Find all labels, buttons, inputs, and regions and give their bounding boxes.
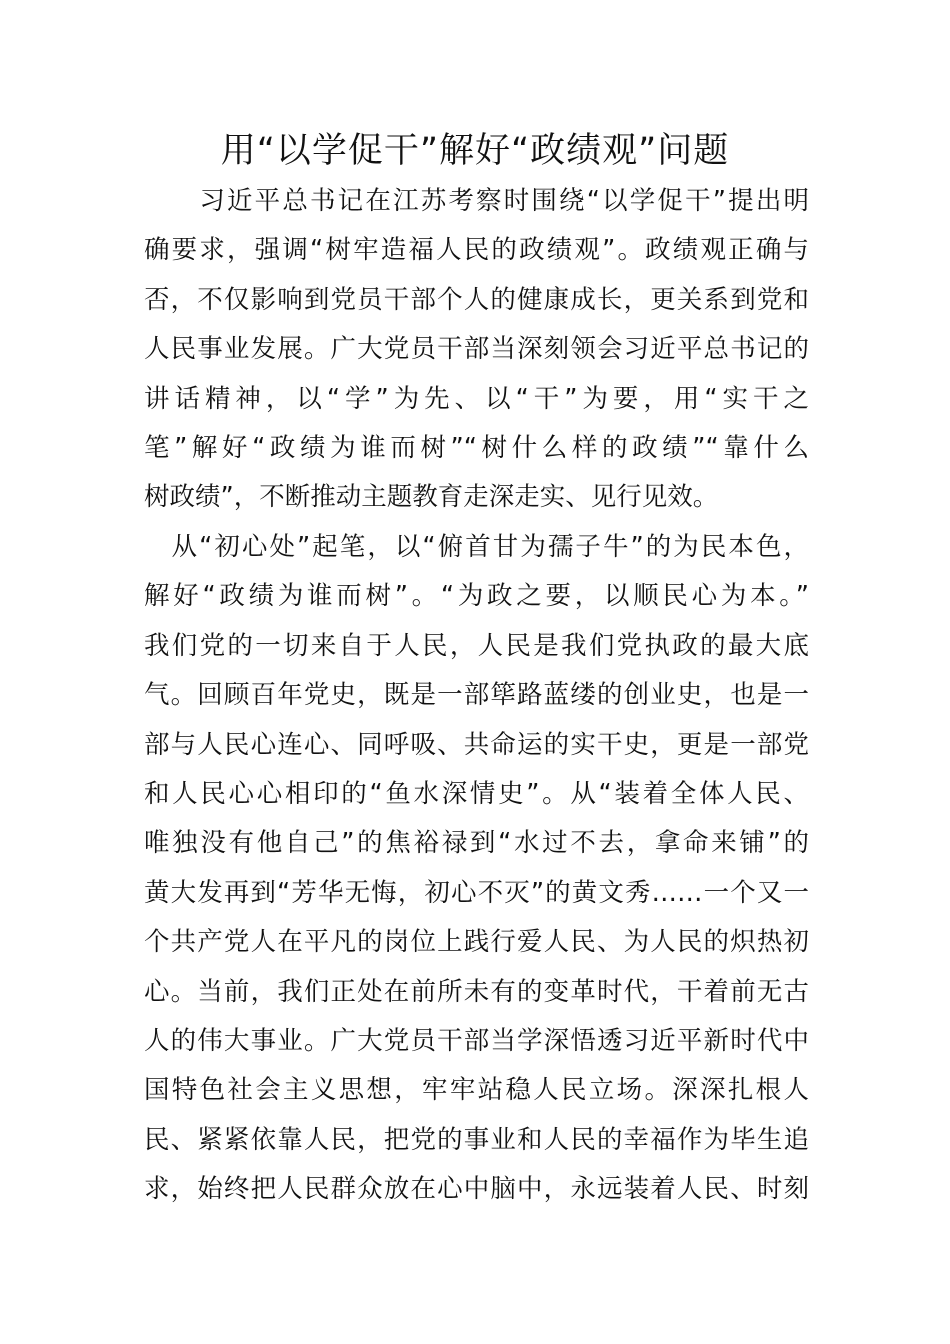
text-line: 唯独没有他自己”的焦裕禄到“水过不去，拿命来铺”的 xyxy=(144,828,809,859)
text-line: 求，始终把人民群众放在心中脑中，永远装着人民、时刻 xyxy=(144,1174,809,1205)
document-title: 用“以学促干”解好“政绩观”问题 xyxy=(220,131,730,171)
text-line: 从“初心处”起笔，以“俯首甘为孺子牛”的为民本色， xyxy=(144,532,809,562)
paragraph-1 xyxy=(144,177,809,523)
text-line: 人的伟大事业。广大党员干部当学深悟透习近平新时代中 xyxy=(144,1026,809,1057)
text-line: 讲话精神，以“学”为先、以“干”为要，用“实干之 xyxy=(144,383,809,414)
text-line: 和人民心心相印的“鱼水深情史”。从“装着全体人民、 xyxy=(144,779,809,810)
paragraph-2 xyxy=(144,523,809,1215)
text-line: 我们党的一切来自于人民，人民是我们党执政的最大底 xyxy=(144,630,809,661)
text-line: 笔”解好“政绩为谁而树”“树什么样的政绩”“靠什么 xyxy=(144,433,809,464)
text-line: 人民事业发展。广大党员干部当深刻领会习近平总书记的 xyxy=(144,334,809,365)
text-line: 民、紧紧依靠人民，把党的事业和人民的幸福作为毕生追 xyxy=(144,1124,809,1155)
text-line: 气。回顾百年党史，既是一部筚路蓝缕的创业史，也是一 xyxy=(144,680,809,711)
text-line: 确要求，强调“树牢造福人民的政绩观”。政绩观正确与 xyxy=(144,235,809,266)
text-line: 树政绩”，不断推动主题教育走深走实、见行见效。 xyxy=(144,482,719,513)
text-line: 国特色社会主义思想，牢牢站稳人民立场。深深扎根人 xyxy=(144,1075,809,1106)
text-line: 解好“政绩为谁而树”。“为政之要，以顺民心为本。” xyxy=(144,581,809,612)
text-line: 否，不仅影响到党员干部个人的健康成长，更关系到党和 xyxy=(144,284,809,315)
text-line: 部与人民心连心、同呼吸、共命运的实干史，更是一部党 xyxy=(144,729,809,760)
text-line: 习近平总书记在江苏考察时围绕“以学促干”提出明 xyxy=(144,186,809,216)
text-line: 黄大发再到“芳华无悔，初心不灭”的黄文秀……一个又一 xyxy=(144,877,809,908)
text-line: 心。当前，我们正处在前所未有的变革时代，干着前无古 xyxy=(144,976,809,1007)
text-line: 个共产党人在平凡的岗位上践行爱人民、为人民的炽热初 xyxy=(144,927,809,958)
